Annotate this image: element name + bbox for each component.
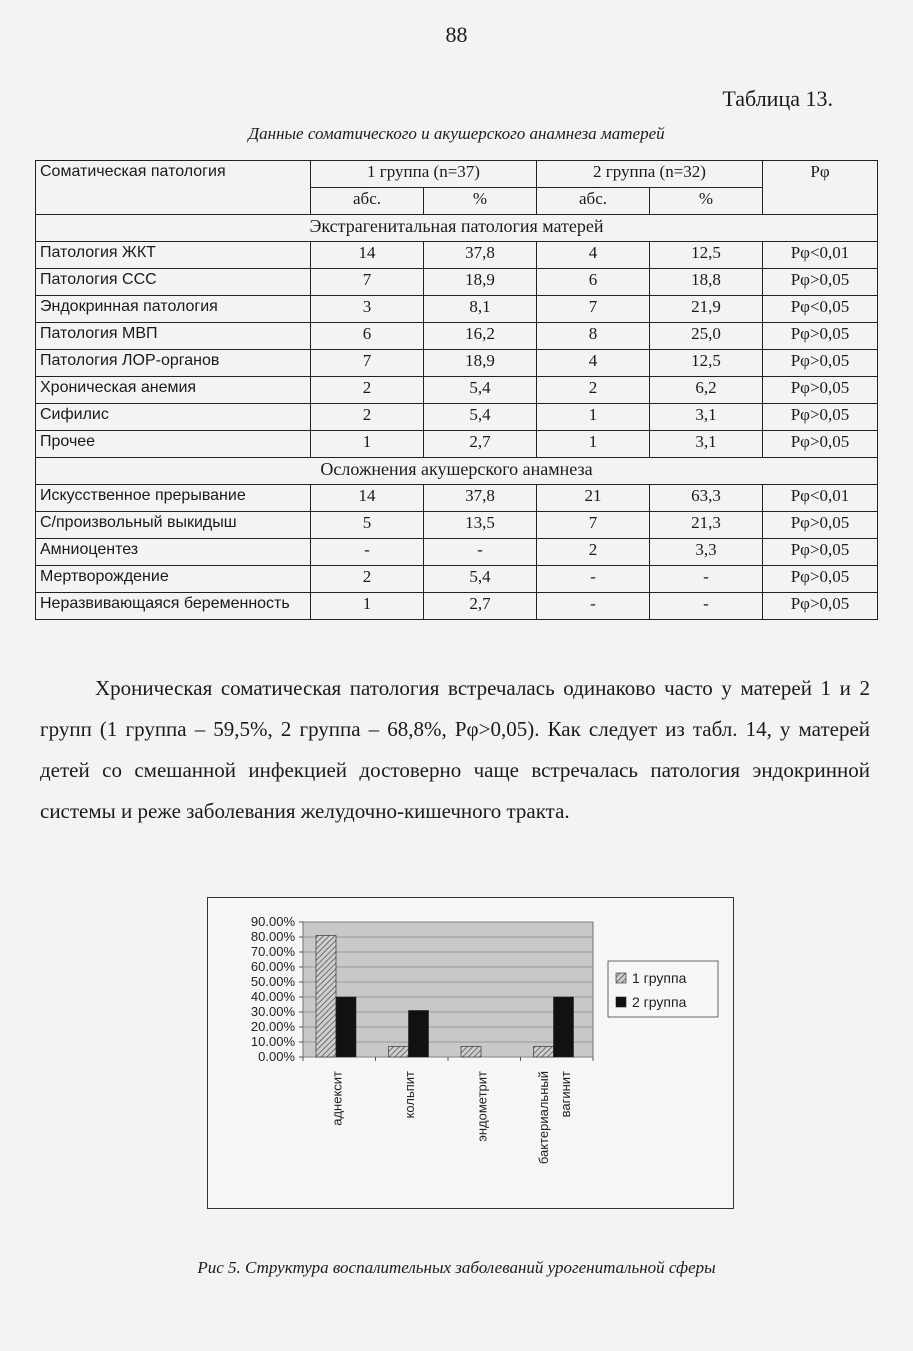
cell-g1-pct: 13,5 <box>424 512 537 539</box>
cell-name: Патология ССС <box>36 269 311 296</box>
cell-name: Амниоцентез <box>36 539 311 566</box>
legend-label: 1 группа <box>632 970 687 986</box>
cell-g2-pct: 12,5 <box>650 350 763 377</box>
cell-p: Рφ>0,05 <box>763 377 878 404</box>
cell-g2-pct: 21,9 <box>650 296 763 323</box>
cell-p: Рφ>0,05 <box>763 566 878 593</box>
y-tick-label: 40.00% <box>250 989 295 1004</box>
bar-series2 <box>409 1011 429 1058</box>
cell-name: Искусственное прерывание <box>36 485 311 512</box>
cell-g1-pct: 18,9 <box>424 350 537 377</box>
cell-p: Рφ<0,05 <box>763 296 878 323</box>
cell-g1-pct: 37,8 <box>424 485 537 512</box>
subheader-pct: % <box>424 188 537 215</box>
cell-p: Рφ>0,05 <box>763 431 878 458</box>
cell-g2-abs: 7 <box>537 512 650 539</box>
cell-g2-pct: 3,3 <box>650 539 763 566</box>
bar-series2 <box>554 997 574 1057</box>
cell-g1-pct: 2,7 <box>424 431 537 458</box>
cell-name: Патология ЛОР-органов <box>36 350 311 377</box>
y-tick-label: 80.00% <box>250 929 295 944</box>
figure-caption: Рис 5. Структура воспалительных заболеваний урогенитальной сферы <box>197 1258 716 1277</box>
cell-g2-abs: 8 <box>537 323 650 350</box>
cell-name: Сифилис <box>36 404 311 431</box>
table-header-row <box>36 161 878 188</box>
y-tick-label: 90.00% <box>250 914 295 929</box>
cell-p: Рφ>0,05 <box>763 593 878 620</box>
cell-g1-pct: 5,4 <box>424 404 537 431</box>
cell-name: Патология ЖКТ <box>36 242 311 269</box>
cell-name: С/произвольный выкидыш <box>36 512 311 539</box>
cell-p: Рφ>0,05 <box>763 350 878 377</box>
bar-series2 <box>336 997 356 1057</box>
table-row <box>36 512 878 539</box>
cell-g1-abs: 2 <box>311 404 424 431</box>
page-number: 88 <box>445 22 468 47</box>
cell-p: Рφ<0,01 <box>763 485 878 512</box>
x-tick-label: кольпит <box>401 1071 417 1119</box>
col-header-group1: 1 группа (n=37) <box>311 161 537 188</box>
cell-name: Неразвивающаяся беременность <box>36 593 311 620</box>
section2-title: Осложнения акушерского анамнеза <box>36 458 878 485</box>
y-tick-label: 70.00% <box>250 944 295 959</box>
cell-g1-abs: 14 <box>311 242 424 269</box>
cell-p: Рφ>0,05 <box>763 323 878 350</box>
cell-p: Рφ>0,05 <box>763 269 878 296</box>
cell-p: Рφ>0,05 <box>763 539 878 566</box>
cell-g1-abs: 6 <box>311 323 424 350</box>
table-row <box>36 431 878 458</box>
cell-g2-abs: 7 <box>537 296 650 323</box>
cell-g1-abs: 5 <box>311 512 424 539</box>
x-tick-label: вагинит <box>557 1071 573 1118</box>
cell-p: Рφ>0,05 <box>763 404 878 431</box>
cell-g2-pct: - <box>650 593 763 620</box>
cell-name: Патология МВП <box>36 323 311 350</box>
bar-series1 <box>316 936 336 1058</box>
legend-swatch <box>616 997 626 1007</box>
table-row <box>36 566 878 593</box>
legend-label: 2 группа <box>632 994 687 1010</box>
bar-series1 <box>461 1047 481 1058</box>
body-paragraph: Хроническая соматическая патология встречалась одинаково часто у матерей 1 и 2 групп (1 группа – 59,5%, 2 группа – 68,8%, Рφ>0,05). Как следует из табл. 14, у матерей детей со смешанной инфекцией достоверно чаще встречалась патология эндокринной системы и реже заболевания желудочно-кишечного тракта. <box>40 676 870 823</box>
cell-g1-pct: 5,4 <box>424 377 537 404</box>
cell-g1-abs: 2 <box>311 566 424 593</box>
cell-g2-abs: 6 <box>537 269 650 296</box>
cell-g2-pct: 12,5 <box>650 242 763 269</box>
cell-g1-pct: - <box>424 539 537 566</box>
table-row <box>36 323 878 350</box>
cell-g2-abs: 1 <box>537 431 650 458</box>
section1-title: Экстрагенитальная патология матерей <box>36 215 878 242</box>
cell-g1-pct: 37,8 <box>424 242 537 269</box>
table-row <box>36 485 878 512</box>
cell-g1-pct: 18,9 <box>424 269 537 296</box>
cell-g1-abs: 3 <box>311 296 424 323</box>
cell-g1-pct: 16,2 <box>424 323 537 350</box>
x-tick-label: аднексит <box>329 1071 345 1126</box>
anamnesis-table <box>35 160 878 620</box>
cell-name: Прочее <box>36 431 311 458</box>
section-row <box>36 458 878 485</box>
bar-series1 <box>389 1047 409 1058</box>
cell-g2-abs: 2 <box>537 539 650 566</box>
chart-frame <box>207 897 734 1209</box>
table-label: Таблица 13. <box>722 86 833 111</box>
table-row <box>36 296 878 323</box>
y-tick-label: 0.00% <box>258 1049 295 1064</box>
col-header-pathology: Соматическая патология <box>36 161 311 215</box>
y-tick-label: 60.00% <box>250 959 295 974</box>
cell-g1-pct: 5,4 <box>424 566 537 593</box>
table-row <box>36 350 878 377</box>
cell-name: Хроническая анемия <box>36 377 311 404</box>
subheader-abs: абс. <box>311 188 424 215</box>
cell-g1-abs: 2 <box>311 377 424 404</box>
table-row <box>36 404 878 431</box>
cell-g1-pct: 2,7 <box>424 593 537 620</box>
cell-g2-abs: 2 <box>537 377 650 404</box>
cell-name: Мертворождение <box>36 566 311 593</box>
cell-g1-abs: 1 <box>311 593 424 620</box>
cell-g1-abs: 1 <box>311 431 424 458</box>
cell-g2-pct: 3,1 <box>650 431 763 458</box>
x-tick-label: бактериальный <box>535 1071 551 1165</box>
subheader-pct: % <box>650 188 763 215</box>
y-tick-label: 10.00% <box>250 1034 295 1049</box>
x-tick-label: эндометрит <box>474 1071 490 1142</box>
y-tick-label: 30.00% <box>250 1004 295 1019</box>
cell-g2-abs: 4 <box>537 350 650 377</box>
cell-g2-pct: 6,2 <box>650 377 763 404</box>
cell-name: Эндокринная патология <box>36 296 311 323</box>
cell-g2-abs: - <box>537 593 650 620</box>
y-tick-label: 50.00% <box>250 974 295 989</box>
cell-g1-abs: 7 <box>311 350 424 377</box>
table-caption: Данные соматического и акушерского анамнеза матерей <box>248 124 665 143</box>
table-row <box>36 242 878 269</box>
cell-g2-pct: 18,8 <box>650 269 763 296</box>
cell-g2-abs: 21 <box>537 485 650 512</box>
table-row <box>36 269 878 296</box>
cell-g2-pct: 21,3 <box>650 512 763 539</box>
table-row <box>36 593 878 620</box>
table-row <box>36 377 878 404</box>
section-row <box>36 215 878 242</box>
cell-g2-pct: 25,0 <box>650 323 763 350</box>
cell-g2-pct: 3,1 <box>650 404 763 431</box>
col-header-p: Рφ <box>763 161 878 215</box>
table-row <box>36 539 878 566</box>
cell-g1-abs: - <box>311 539 424 566</box>
cell-g1-abs: 14 <box>311 485 424 512</box>
bar-series1 <box>534 1047 554 1058</box>
cell-p: Рφ<0,01 <box>763 242 878 269</box>
cell-p: Рφ>0,05 <box>763 512 878 539</box>
cell-g2-abs: 1 <box>537 404 650 431</box>
cell-g1-abs: 7 <box>311 269 424 296</box>
subheader-abs: абс. <box>537 188 650 215</box>
cell-g1-pct: 8,1 <box>424 296 537 323</box>
bar-chart <box>208 898 733 1208</box>
y-tick-label: 20.00% <box>250 1019 295 1034</box>
cell-g2-abs: 4 <box>537 242 650 269</box>
cell-g2-pct: - <box>650 566 763 593</box>
legend-swatch <box>616 973 626 983</box>
cell-g2-abs: - <box>537 566 650 593</box>
col-header-group2: 2 группа (n=32) <box>537 161 763 188</box>
cell-g2-pct: 63,3 <box>650 485 763 512</box>
